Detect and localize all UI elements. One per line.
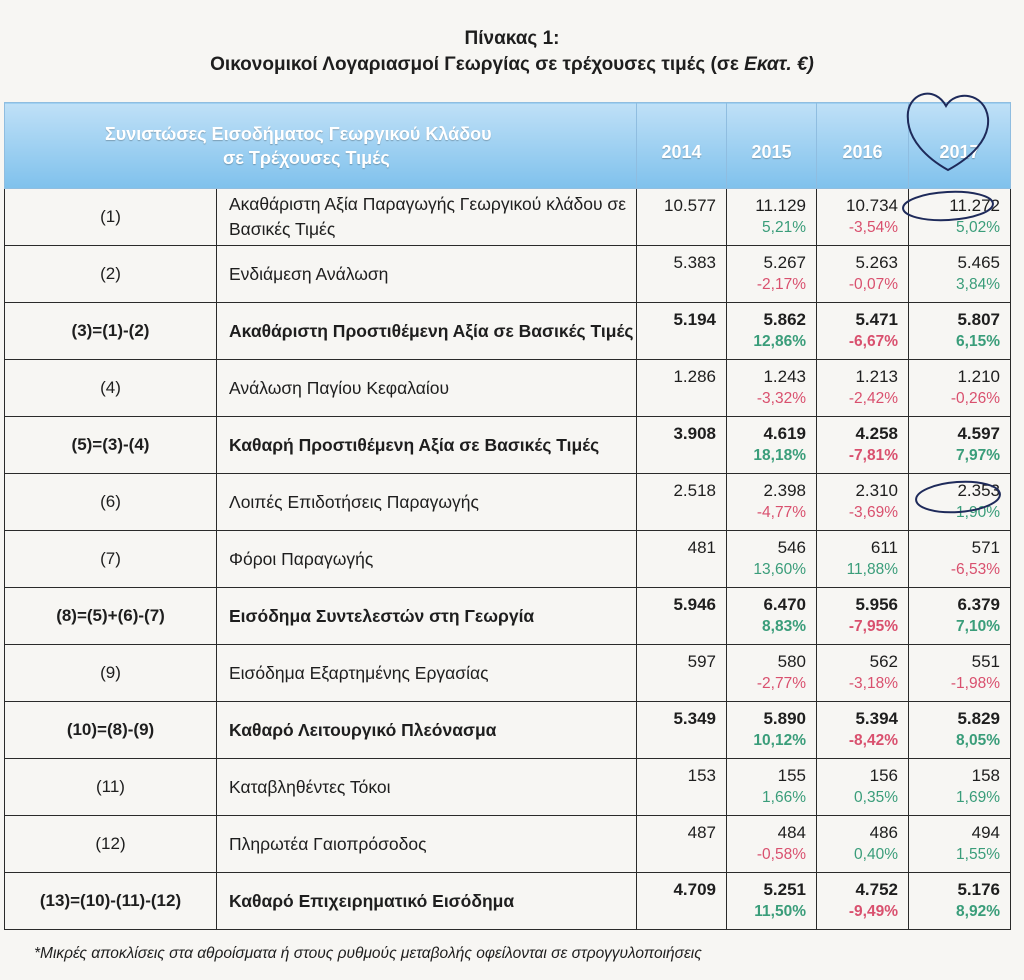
value-cell-2015 (727, 816, 817, 873)
pct-change-2017: 8,05% (956, 732, 1000, 749)
value-cell-2016 (817, 360, 909, 417)
row-code: (1) (5, 189, 217, 246)
header-label (5, 103, 637, 189)
value-cell-2015 (727, 759, 817, 816)
value-2016: 156 (869, 766, 898, 785)
value-cell-2015 (727, 531, 817, 588)
row-label: Ενδιάμεση Ανάλωση (217, 246, 637, 303)
value-cell-2015 (727, 474, 817, 531)
row-code: (10)=(8)-(9) (5, 702, 217, 759)
value-2016: 5.263 (855, 253, 898, 272)
value-cell-2017 (909, 360, 1011, 417)
value-2015: 11.129 (755, 196, 806, 215)
title-line-2 (0, 52, 1024, 78)
value-cell-2016 (817, 303, 909, 360)
pct-change-2016: -7,95% (848, 618, 898, 635)
pct-change-2015: 12,86% (753, 333, 806, 350)
row-label: Φόροι Παραγωγής (217, 531, 637, 588)
value-2016: 5.394 (855, 709, 898, 728)
table-row (5, 873, 1011, 930)
value-2016: 562 (869, 652, 898, 671)
value-cell-2017 (909, 816, 1011, 873)
pct-change-2017: -6,53% (950, 561, 1000, 578)
pct-change-2016: -0,07% (848, 276, 898, 293)
value-cell-2015 (727, 702, 817, 759)
value-2016: 5.956 (855, 595, 898, 614)
row-code: (2) (5, 246, 217, 303)
pct-change-2017: 5,02% (956, 219, 1000, 236)
pct-change-2015: 8,83% (762, 618, 806, 635)
value-2016: 486 (869, 823, 898, 842)
value-cell-2014 (637, 702, 727, 759)
pct-change-2017: 1,55% (956, 846, 1000, 863)
value-cell-2017 (909, 588, 1011, 645)
value-cell-2016 (817, 759, 909, 816)
value-2016: 4.752 (855, 880, 898, 899)
header-year-2016: 2016 (817, 103, 909, 189)
value-2014: 481 (687, 538, 716, 557)
row-code: (12) (5, 816, 217, 873)
value-2015: 1.243 (763, 367, 806, 386)
header-label-line-1: Συνιστώσες Εισοδήματος Γεωργικού Κλάδου (105, 123, 492, 144)
row-code: (4) (5, 360, 217, 417)
value-cell-2016 (817, 873, 909, 930)
title-line-1: Πίνακας 1: (464, 28, 560, 49)
value-2017: 2.353 (957, 481, 1000, 500)
value-2014: 10.577 (664, 196, 716, 215)
footnote: *Μικρές αποκλίσεις στα αθροίσματα ή στους ρυθμούς μεταβολής οφείλονται σε στρογγυλοποιήσεις (34, 945, 702, 962)
value-2016: 611 (870, 538, 898, 557)
value-2017: 5.807 (957, 310, 1000, 329)
value-2017: 4.597 (957, 424, 1000, 443)
pct-change-2016: -7,81% (848, 447, 898, 464)
value-2014: 3.908 (673, 424, 716, 443)
header-year-2015: 2015 (727, 103, 817, 189)
value-cell-2016 (817, 531, 909, 588)
value-2016: 1.213 (855, 367, 898, 386)
pct-change-2015: 11,50% (754, 903, 806, 920)
pct-change-2017: 1,90% (956, 504, 1000, 521)
pct-change-2016: -8,42% (848, 732, 898, 749)
table-header-row (5, 103, 1011, 189)
value-cell-2016 (817, 816, 909, 873)
pct-change-2015: 18,18% (753, 447, 806, 464)
value-cell-2014 (637, 588, 727, 645)
pct-change-2015: 10,12% (753, 732, 806, 749)
row-label: Καθαρό Λειτουργικό Πλεόνασμα (217, 702, 637, 759)
table-row (5, 531, 1011, 588)
value-cell-2015 (727, 303, 817, 360)
pct-change-2016: 0,40% (854, 846, 898, 863)
value-cell-2016 (817, 702, 909, 759)
table-row (5, 645, 1011, 702)
title-main: Οικονομικοί Λογαριασμοί Γεωργίας σε τρέχουσες τιμές (σε (210, 54, 745, 75)
table-row (5, 417, 1011, 474)
value-2014: 5.383 (673, 253, 716, 272)
value-2016: 2.310 (855, 481, 898, 500)
value-cell-2015 (727, 189, 817, 246)
value-2014: 5.946 (673, 595, 716, 614)
value-cell-2014 (637, 474, 727, 531)
value-2016: 5.471 (855, 310, 898, 329)
row-label: Καταβληθέντες Τόκοι (217, 759, 637, 816)
row-label: Ακαθάριστη Αξία Παραγωγής Γεωργικού κλάδου σε Βασικές Τιμές (217, 189, 637, 246)
row-label: Πληρωτέα Γαιοπρόσοδος (217, 816, 637, 873)
row-label: Καθαρό Επιχειρηματικό Εισόδημα (217, 873, 637, 930)
value-2015: 155 (777, 766, 806, 785)
value-2017: 6.379 (957, 595, 1000, 614)
pct-change-2017: 7,97% (956, 447, 1000, 464)
value-cell-2014 (637, 759, 727, 816)
row-code: (9) (5, 645, 217, 702)
row-code: (3)=(1)-(2) (5, 303, 217, 360)
value-cell-2014 (637, 360, 727, 417)
value-cell-2015 (727, 360, 817, 417)
pct-change-2017: 8,92% (956, 903, 1000, 920)
value-2017: 571 (971, 538, 1000, 557)
pct-change-2016: 0,35% (854, 789, 898, 806)
value-cell-2014 (637, 189, 727, 246)
table-body (5, 189, 1011, 930)
value-cell-2017 (909, 189, 1011, 246)
value-2014: 487 (687, 823, 716, 842)
row-code: (13)=(10)-(11)-(12) (5, 873, 217, 930)
pct-change-2017: 3,84% (956, 276, 1000, 293)
table-row (5, 360, 1011, 417)
value-cell-2014 (637, 303, 727, 360)
value-2015: 5.862 (763, 310, 806, 329)
pct-change-2017: -0,26% (950, 390, 1000, 407)
row-label: Ανάλωση Παγίου Κεφαλαίου (217, 360, 637, 417)
value-2015: 4.619 (763, 424, 806, 443)
value-cell-2017 (909, 246, 1011, 303)
value-2017: 158 (971, 766, 1000, 785)
pct-change-2015: -3,32% (756, 390, 806, 407)
value-cell-2015 (727, 588, 817, 645)
table-row (5, 759, 1011, 816)
value-2016: 10.734 (846, 196, 898, 215)
value-cell-2016 (817, 189, 909, 246)
value-2017: 494 (971, 823, 1000, 842)
pct-change-2015: -4,77% (756, 504, 806, 521)
value-2014: 597 (687, 652, 716, 671)
value-cell-2015 (727, 246, 817, 303)
row-label: Λοιπές Επιδοτήσεις Παραγωγής (217, 474, 637, 531)
pct-change-2015: -0,58% (756, 846, 806, 863)
value-2014: 153 (687, 766, 716, 785)
value-cell-2017 (909, 531, 1011, 588)
value-2016: 4.258 (855, 424, 898, 443)
header-label-line-2: σε Τρέχουσες Τιμές (223, 147, 390, 168)
value-cell-2016 (817, 246, 909, 303)
value-cell-2014 (637, 816, 727, 873)
table-row (5, 303, 1011, 360)
row-code: (5)=(3)-(4) (5, 417, 217, 474)
pct-change-2015: 1,66% (762, 789, 806, 806)
row-code: (6) (5, 474, 217, 531)
pct-change-2016: -9,49% (848, 903, 898, 920)
value-cell-2014 (637, 531, 727, 588)
value-cell-2015 (727, 417, 817, 474)
row-label: Εισόδημα Εξαρτημένης Εργασίας (217, 645, 637, 702)
table-row (5, 474, 1011, 531)
row-label: Καθαρή Προστιθέμενη Αξία σε Βασικές Τιμές (217, 417, 637, 474)
row-label: Ακαθάριστη Προστιθέμενη Αξία σε Βασικές Τιμές (217, 303, 637, 360)
pct-change-2017: -1,98% (950, 675, 1000, 692)
row-label: Εισόδημα Συντελεστών στη Γεωργία (217, 588, 637, 645)
value-2017: 5.465 (957, 253, 1000, 272)
value-cell-2015 (727, 873, 817, 930)
pct-change-2017: 6,15% (956, 333, 1000, 350)
value-2015: 5.890 (763, 709, 806, 728)
value-2015: 6.470 (763, 595, 806, 614)
title-unit: Εκατ. €) (744, 54, 814, 75)
pct-change-2015: 13,60% (753, 561, 806, 578)
value-cell-2014 (637, 417, 727, 474)
value-cell-2016 (817, 474, 909, 531)
value-cell-2017 (909, 417, 1011, 474)
value-2014: 1.286 (673, 367, 716, 386)
pct-change-2017: 7,10% (956, 618, 1000, 635)
pct-change-2016: -3,18% (848, 675, 898, 692)
value-2017: 1.210 (957, 367, 1000, 386)
value-2017: 11.272 (949, 196, 1000, 215)
pct-change-2016: -3,54% (848, 219, 898, 236)
pct-change-2015: 5,21% (762, 219, 806, 236)
row-code: (8)=(5)+(6)-(7) (5, 588, 217, 645)
value-2014: 5.194 (673, 310, 716, 329)
table-row (5, 816, 1011, 873)
row-code: (11) (5, 759, 217, 816)
table-row (5, 246, 1011, 303)
value-cell-2016 (817, 588, 909, 645)
income-table (4, 102, 1011, 930)
value-cell-2016 (817, 417, 909, 474)
table-row (5, 189, 1011, 246)
value-cell-2017 (909, 645, 1011, 702)
value-2014: 2.518 (673, 481, 716, 500)
value-2014: 4.709 (673, 880, 716, 899)
value-cell-2017 (909, 303, 1011, 360)
pct-change-2016: -6,67% (848, 333, 898, 350)
value-cell-2017 (909, 759, 1011, 816)
value-2014: 5.349 (673, 709, 716, 728)
document-title (0, 26, 1024, 78)
header-year-2017: 2017 (909, 103, 1011, 189)
row-code: (7) (5, 531, 217, 588)
pct-change-2015: -2,17% (756, 276, 806, 293)
value-cell-2017 (909, 474, 1011, 531)
value-2015: 546 (777, 538, 806, 557)
header-year-2014: 2014 (637, 103, 727, 189)
value-2017: 5.176 (957, 880, 1000, 899)
value-cell-2014 (637, 645, 727, 702)
value-cell-2016 (817, 645, 909, 702)
value-cell-2014 (637, 246, 727, 303)
value-2017: 5.829 (957, 709, 1000, 728)
value-2015: 5.267 (763, 253, 806, 272)
pct-change-2016: -3,69% (848, 504, 898, 521)
table-row (5, 588, 1011, 645)
value-2015: 580 (777, 652, 806, 671)
table-row (5, 702, 1011, 759)
value-cell-2017 (909, 702, 1011, 759)
pct-change-2015: -2,77% (756, 675, 806, 692)
value-2015: 2.398 (763, 481, 806, 500)
pct-change-2016: -2,42% (848, 390, 898, 407)
value-2015: 5.251 (763, 880, 806, 899)
pct-change-2017: 1,69% (956, 789, 1000, 806)
value-2015: 484 (777, 823, 806, 842)
value-2017: 551 (971, 652, 1000, 671)
pct-change-2016: 11,88% (846, 561, 898, 578)
value-cell-2014 (637, 873, 727, 930)
value-cell-2015 (727, 645, 817, 702)
value-cell-2017 (909, 873, 1011, 930)
